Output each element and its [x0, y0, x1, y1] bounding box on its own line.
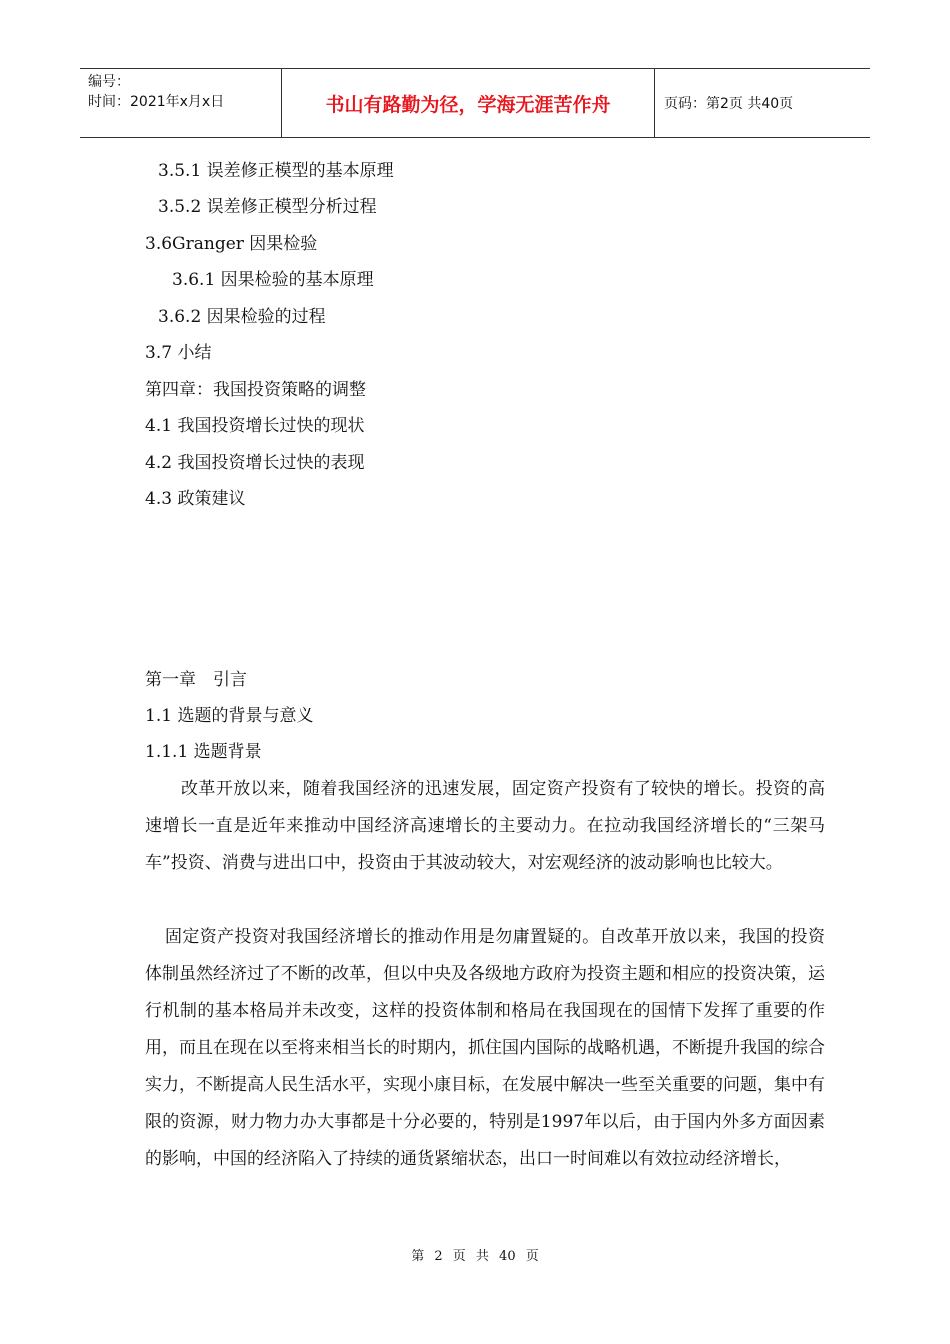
page-header	[80, 68, 870, 138]
body-paragraph: 改革开放以来，随着我国经济的迅速发展，固定资产投资有了较快的增长。投资的高速增长一直是近年来推动中国经济高速增长的主要动力。在拉动我国经济增长的“三架马车”投资、消费与进出口中，投资由于其波动较大，对宏观经济的波动影响也比较大。	[145, 779, 825, 873]
toc-item: 3.6.1 因果检验的基本原理	[172, 270, 374, 290]
body-paragraph: 固定资产投资对我国经济增长的推动作用是勿庸置疑的。自改革开放以来，我国的投资体制虽然经济过了不断的改革，但以中央及各级地方政府为投资主题和相应的投资决策，运行机制的基本格局并未改变，这样的投资体制和格局在我国现在的国情下发挥了重要的作用，而且在现在以至将来相当长的时期内，抓住国内国际的战略机遇，不断提升我国的综合实力，不断提高人民生活水平，实现小康目标，在发展中解决一些至关重要的问题，集中有限的资源，财力物力办大事都是十分必要的，特别是1997年以后，由于国内外多方面因素的影响，中国的经济陷入了持续的通货紧缩状态，出口一时间难以有效拉动经济增长，	[145, 927, 825, 1169]
toc-item: 3.6.2 因果检验的过程	[158, 307, 326, 327]
toc-item: 4.2 我国投资增长过快的表现	[145, 453, 365, 473]
toc-item: 第四章：我国投资策略的调整	[145, 380, 366, 400]
chapter-title: 第一章 引言	[145, 670, 247, 690]
toc-item: 4.3 政策建议	[145, 489, 246, 509]
toc-item: 3.6Granger 因果检验	[145, 234, 318, 254]
header-page-info: 页码：第2页 共40页	[664, 96, 794, 112]
header-motto: 书山有路勤为径，学海无涯苦作舟	[282, 69, 655, 137]
toc-item: 3.5.1 误差修正模型的基本原理	[158, 161, 394, 181]
toc-item: 3.5.2 误差修正模型分析过程	[158, 197, 377, 217]
subsection-heading: 1.1.1 选题背景	[145, 742, 262, 762]
page-footer: 第 2 页 共 40 页	[411, 1249, 539, 1264]
header-meta	[80, 69, 282, 137]
header-time: 时间：2021年x月x日	[88, 94, 225, 110]
toc-item: 4.1 我国投资增长过快的现状	[145, 416, 365, 436]
toc-item: 3.7 小结	[145, 343, 212, 363]
header-number: 编号：	[88, 74, 130, 90]
section-heading: 1.1 选题的背景与意义	[145, 706, 314, 726]
